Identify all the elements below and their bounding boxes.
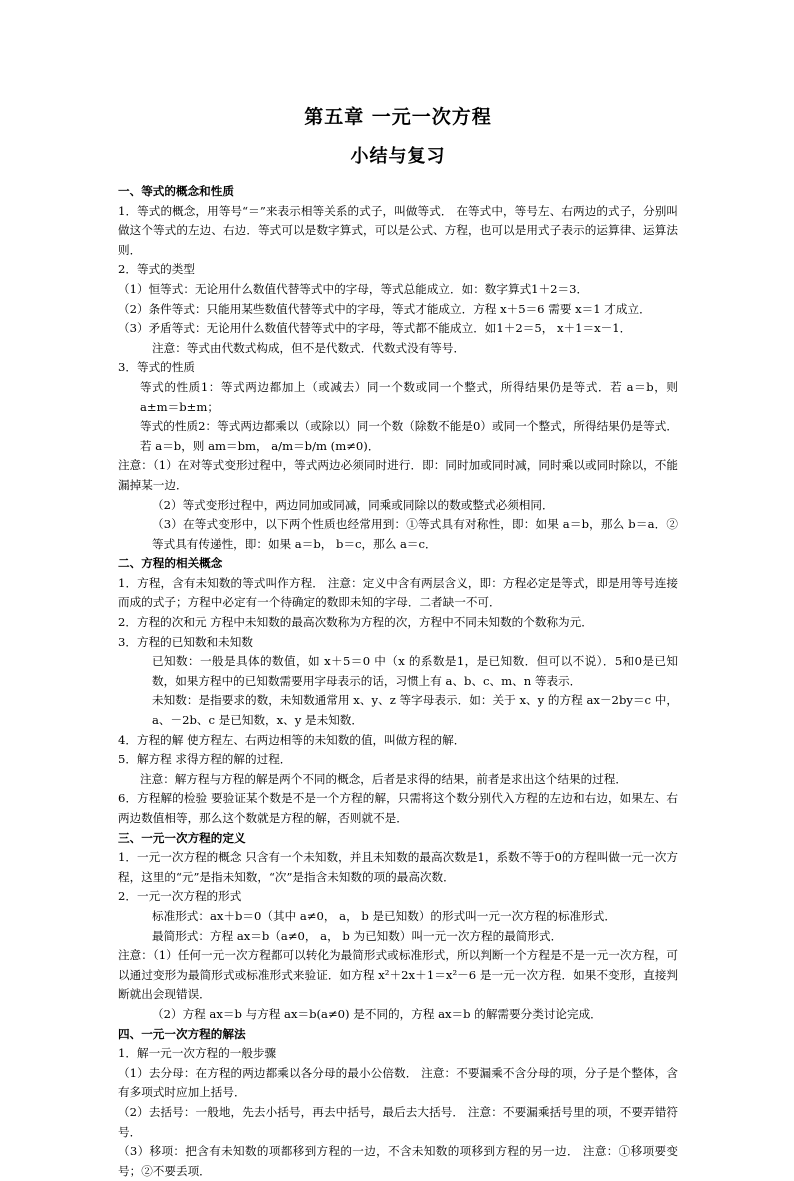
paragraph: 2．等式的类型 — [118, 262, 195, 277]
section-heading: 二、方程的相关概念 — [118, 556, 223, 571]
note: （2）等式变形过程中，两边同加或同减，同乘或同除以的数或整式必须相同． — [152, 497, 554, 512]
note: 注意：等式由代数式构成，但不是代数式．代数式没有等号． — [152, 340, 466, 355]
paragraph: 2．一元一次方程的形式 — [118, 889, 242, 904]
paragraph: 标准形式：ax＋b＝0（其中 a≠0， a， b 是已知数）的形式叫一元一次方程的标准形式． — [152, 908, 616, 923]
paragraph: 1．解一元一次方程的一般步骤 — [118, 1046, 277, 1061]
section-heading: 三、一元一次方程的定义 — [118, 830, 246, 845]
paragraph: 1．等式的概念，用等号“＝”来表示相等关系的式子，叫做等式． 在等式中，等号左、右两边的式子，分别叫做这个等式的左边、右边．等式可以是数字算式，可以是公式、方程，也可以是用式子表示的运算律、运算法则． — [118, 203, 678, 257]
paragraph: 6．方程解的检验 要验证某个数是不是一个方程的解，只需将这个数分别代入方程的左边和右边，如果左、右两边数值相等，那么这个数就是方程的解，否则就不是． — [118, 791, 678, 825]
section-heading: 四、一元一次方程的解法 — [118, 1026, 246, 1041]
note: 注意：（1）在对等式变形过程中，等式两边必须同时进行．即：同时加或同时减，同时乘以或同时除以，不能漏掉某一边． — [118, 458, 678, 492]
paragraph: 等式的性质2：等式两边都乘以（或除以）同一个数（除数不能是0）或同一个整式，所得结果仍是等式．若 a＝b，则 am＝bm， a/m＝b/m (m≠0)． — [140, 419, 678, 453]
document-page — [118, 100, 678, 1181]
paragraph: 3．方程的已知数和未知数 — [118, 634, 253, 649]
note: （3）在等式变形中，以下两个性质也经常用到：①等式具有对称性，即：如果 a＝b，那么 b＝a．②等式具有传递性，即：如果 a＝b， b＝c，那么 a＝c． — [152, 517, 678, 551]
paragraph: 4．方程的解 使方程左、右两边相等的未知数的值，叫做方程的解． — [118, 732, 466, 747]
paragraph: （1）去分母：在方程的两边都乘以各分母的最小公倍数． 注意：不要漏乘不含分母的项，分子是个整体，含有多项式时应加上括号． — [118, 1065, 678, 1100]
section-heading: 一、等式的概念和性质 — [118, 184, 234, 198]
paragraph: 5．解方程 求得方程的解的过程． — [118, 752, 292, 767]
note: （2）方程 ax＝b 与方程 ax＝b(a≠0) 是不同的，方程 ax＝b 的解需要分类讨论完成． — [152, 1006, 602, 1021]
paragraph: 1．一元一次方程的概念 只含有一个未知数，并且未知数的最高次数是1，系数不等于0的方程叫做一元一次方程，这里的“元”是指未知数，“次”是指含未知数的项的最高次数． — [118, 850, 678, 884]
paragraph: （3）矛盾等式：无论用什么数值代替等式中的字母，等式都不能成立．如1＋2＝5， x＋1＝x－1． — [118, 321, 632, 336]
paragraph: （2）条件等式：只能用某些数值代替等式中的字母，等式才能成立．方程 x＋5＝6 需要 x＝1 才成立． — [118, 301, 651, 316]
paragraph: 已知数：一般是具体的数值，如 x＋5＝0 中（x 的系数是1，是已知数．但可以不说）．5和0是已知数，如果方程中的已知数需要用字母表示的话，习惯上有 a、b、c、m、n 等表示． — [152, 654, 678, 688]
paragraph: 最简形式：方程 ax＝b（a≠0， a， b 为已知数）叫一元一次方程的最简形式． — [152, 928, 563, 943]
paragraph: 等式的性质1：等式两边都加上（或减去）同一个数或同一个整式，所得结果仍是等式．若 a＝b，则 a±m＝b±m； — [140, 379, 678, 414]
paragraph: （3）移项：把含有未知数的项都移到方程的一边，不含未知数的项移到方程的另一边． 注意：①移项要变号；②不要丢项． — [118, 1144, 678, 1178]
paragraph: 3．等式的性质 — [118, 360, 195, 375]
page-title: 第五章 一元一次方程 — [304, 106, 492, 128]
note: 注意：解方程与方程的解是两个不同的概念，后者是求得的结果，前者是求出这个结果的过程． — [140, 771, 627, 786]
paragraph: （1）恒等式：无论用什么数值代替等式中的字母，等式总能成立．如：数字算式1＋2＝3． — [118, 281, 589, 296]
paragraph: （2）去括号：一般地，先去小括号，再去中括号，最后去大括号． 注意：不要漏乘括号里的项，不要弄错符号． — [118, 1104, 678, 1139]
paragraph: 1．方程，含有未知数的等式叫作方程． 注意：定义中含有两层含义，即：方程必定是等式，即是用等号连接而成的式子；方程中必定有一个待确定的数即未知的字母．二者缺一不可． — [118, 575, 678, 610]
document-body — [118, 182, 678, 1181]
paragraph: 2．方程的次和元 方程中未知数的最高次数称为方程的次，方程中不同未知数的个数称为元． — [118, 615, 593, 630]
note: 注意：（1）任何一元一次方程都可以转化为最简形式或标准形式，所以判断一个方程是不是一元一次方程，可以通过变形为最简形式或标准形式来验证．如方程 x²＋2x＋1＝x²－6 是一元一次方程．如果不变形，直接判断就出会现错误． — [118, 948, 678, 1002]
page-subtitle: 小结与复习 — [350, 146, 446, 167]
paragraph: 未知数：是指要求的数，未知数通常用 x、y、z 等字母表示．如：关于 x、y 的方程 ax－2by＝c 中，a、－2b、c 是已知数，x、y 是未知数． — [152, 693, 678, 728]
